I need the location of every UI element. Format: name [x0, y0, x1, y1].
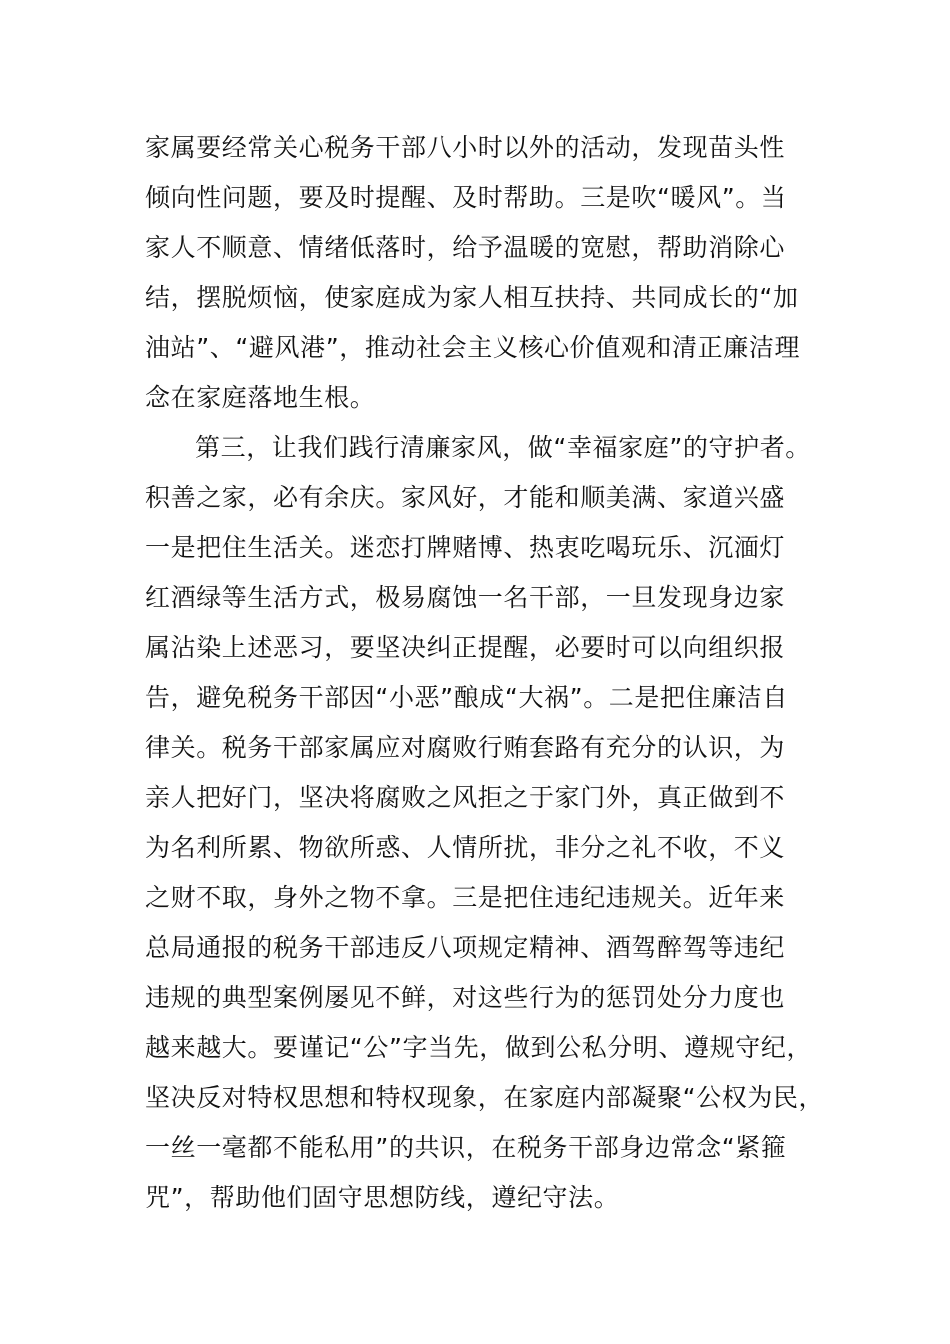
paragraph-2-line-11: 总局通报的税务干部违反八项规定精神、酒驾醉驾等违纪 [145, 933, 786, 962]
paragraph-2-line-10: 之财不取，身外之物不拿。三是把住违纪违规关。近年来 [145, 883, 786, 912]
paragraph-2-line-2: 积善之家，必有余庆。家风好，才能和顺美满、家道兴盛 [145, 483, 786, 512]
paragraph-1-line-4: 结，摆脱烦恼，使家庭成为家人相互扶持、共同成长的“加 [145, 283, 799, 312]
paragraph-1-line-1: 家属要经常关心税务干部八小时以外的活动，发现苗头性 [145, 133, 786, 162]
paragraph-2-line-3: 一是把住生活关。迷恋打牌赌博、热衷吃喝玩乐、沉湎灯 [145, 533, 786, 562]
paragraph-2-line-6: 告，避免税务干部因“小恶”酿成“大祸”。二是把住廉洁自 [145, 683, 789, 712]
paragraph-2-line-16: 咒”，帮助他们固守思想防线，遵纪守法。 [145, 1183, 620, 1212]
paragraph-2-line-1: 第三，让我们践行清廉家风，做“幸福家庭”的守护者。 [195, 433, 811, 462]
paragraph-2-line-9: 为名利所累、物欲所惑、人情所扰，非分之礼不收，不义 [145, 833, 786, 862]
paragraph-2-line-14: 坚决反对特权思想和特权现象，在家庭内部凝聚“公权为民， [145, 1083, 825, 1112]
paragraph-1-line-5: 油站”、“避风港”，推动社会主义核心价值观和清正廉洁理 [145, 333, 801, 362]
paragraph-2-line-4: 红酒绿等生活方式，极易腐蚀一名干部，一旦发现身边家 [145, 583, 786, 612]
paragraph-2-line-15: 一丝一毫都不能私用”的共识，在税务干部身边常念“紧箍 [145, 1133, 787, 1162]
paragraph-2-line-7: 律关。税务干部家属应对腐败行贿套路有充分的认识，为 [145, 733, 786, 762]
paragraph-2-line-13: 越来越大。要谨记“公”字当先，做到公私分明、遵规守纪， [145, 1033, 813, 1062]
paragraph-1-line-3: 家人不顺意、情绪低落时，给予温暖的宽慰，帮助消除心 [145, 233, 786, 262]
paragraph-1-line-2: 倾向性问题，要及时提醒、及时帮助。三是吹“暖风”。当 [145, 183, 787, 212]
paragraph-1-line-6: 念在家庭落地生根。 [145, 383, 376, 412]
paragraph-2-line-8: 亲人把好门，坚决将腐败之风拒之于家门外，真正做到不 [145, 783, 786, 812]
paragraph-2-line-12: 违规的典型案例屡见不鲜，对这些行为的惩罚处分力度也 [145, 983, 786, 1012]
paragraph-2-line-5: 属沾染上述恶习，要坚决纠正提醒，必要时可以向组织报 [145, 633, 786, 662]
